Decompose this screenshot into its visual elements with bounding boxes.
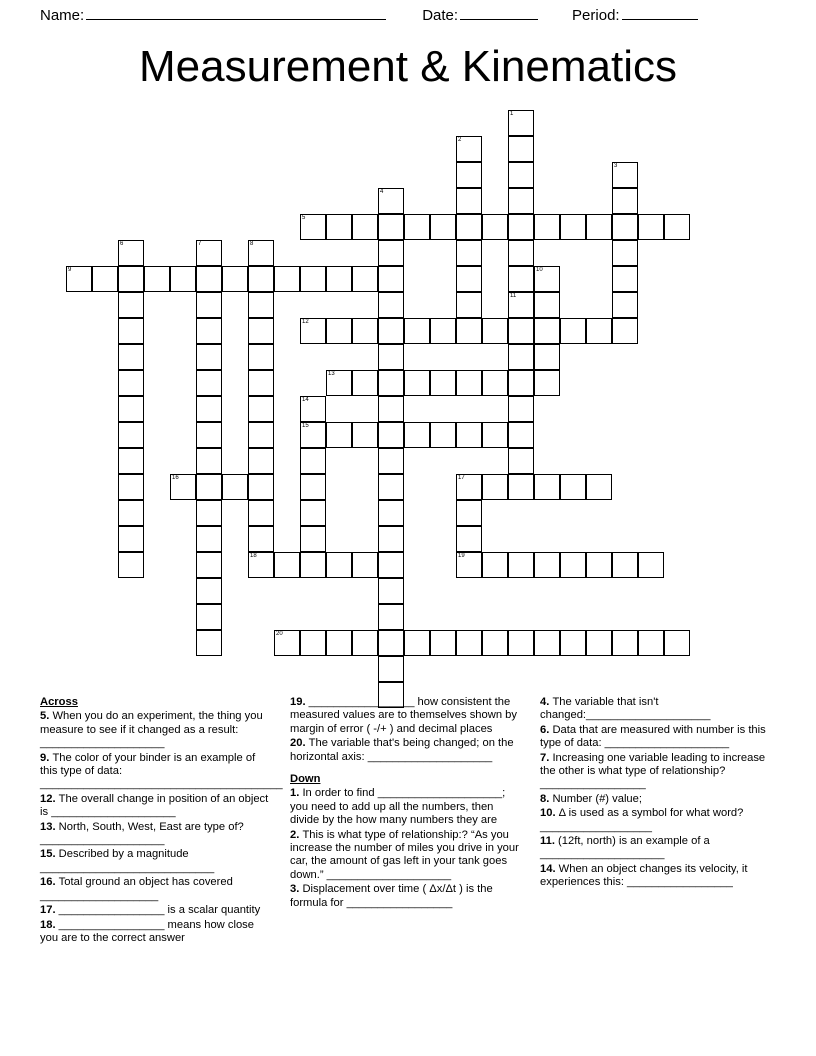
crossword-cell[interactable] [378,604,404,630]
crossword-cell[interactable] [430,370,456,396]
date-field [422,6,538,24]
crossword-cell[interactable] [612,266,638,292]
cell-number: 11 [510,293,517,299]
crossword-cell[interactable] [274,266,300,292]
clues-section [40,696,776,946]
clue-text: Number (#) value; [552,792,642,805]
crossword-cell[interactable] [456,318,482,344]
crossword-cell[interactable] [222,266,248,292]
clue-number: 7. [540,751,553,764]
crossword-cell[interactable] [326,214,352,240]
crossword-cell[interactable] [508,318,534,344]
crossword-cell[interactable] [508,292,534,318]
crossword-cell[interactable] [326,318,352,344]
crossword-cell[interactable] [456,136,482,162]
clue-number: 2. [290,828,303,841]
crossword-cell[interactable] [612,162,638,188]
crossword-cell[interactable] [300,422,326,448]
clue-item [290,737,522,764]
crossword-cell[interactable] [118,422,144,448]
crossword-cell[interactable] [196,474,222,500]
crossword-cell[interactable] [170,266,196,292]
crossword-cell[interactable] [404,214,430,240]
crossword-cell[interactable] [560,552,586,578]
crossword-cell[interactable] [144,266,170,292]
clue-text: Δ is used as a symbol for what word? __________________ [540,807,744,833]
clue-item [40,919,272,946]
crossword-cell[interactable] [482,422,508,448]
crossword-cell[interactable] [300,500,326,526]
crossword-cell[interactable] [508,396,534,422]
clue-number: 17. [40,904,59,917]
crossword-cell[interactable] [560,630,586,656]
crossword-cell[interactable] [196,630,222,656]
crossword-cell[interactable] [508,422,534,448]
clue-text: The overall change in position of an object is ____________________ [40,792,269,819]
date-label: Date: [422,7,459,24]
cell-number: 9 [68,267,72,273]
crossword-cell[interactable] [248,370,274,396]
crossword-cell[interactable] [404,370,430,396]
crossword-cell[interactable] [586,630,612,656]
crossword-cell[interactable] [612,214,638,240]
crossword-cell[interactable] [118,396,144,422]
crossword-cell[interactable] [196,396,222,422]
clue-text: When you do an experiment, the thing you measure to see if it changed as a result: ____________________ [40,710,263,750]
clue-number: 15. [40,848,59,861]
crossword-cell[interactable] [196,422,222,448]
cell-number: 5 [302,215,306,221]
crossword-cell[interactable] [560,214,586,240]
crossword-cell[interactable] [248,474,274,500]
crossword-cell[interactable] [196,344,222,370]
crossword-cell[interactable] [508,240,534,266]
clue-text: When an object changes its velocity, it experiences this: _________________ [540,862,748,889]
crossword-cell[interactable] [456,370,482,396]
crossword-cell[interactable] [638,552,664,578]
clue-number: 5. [40,710,53,723]
clue-number: 20. [290,737,309,750]
crossword-cell[interactable] [118,240,144,266]
crossword-cell[interactable] [378,344,404,370]
crossword-cell[interactable] [118,474,144,500]
name-field [40,6,386,24]
cell-number: 4 [380,189,384,195]
clue-number: 12. [40,792,59,805]
crossword-cell[interactable] [378,214,404,240]
page-title: Measurement & Kinematics [139,42,677,91]
clue-item [540,724,772,751]
crossword-cell[interactable] [248,552,274,578]
clue-number: 8. [540,792,553,805]
crossword-cell[interactable] [456,214,482,240]
clue-text: Total ground an object has covered ___________________ [40,876,233,902]
crossword-cell[interactable] [378,500,404,526]
crossword-cell[interactable] [196,370,222,396]
crossword-cell[interactable] [508,370,534,396]
crossword-cell[interactable] [248,500,274,526]
clue-text: The variable that isn't changed:____________________ [540,696,711,722]
crossword-cell[interactable] [196,266,222,292]
crossword-cell[interactable] [456,266,482,292]
clue-item [40,751,283,792]
crossword-cell[interactable] [612,630,638,656]
crossword-cell[interactable] [508,344,534,370]
crossword-cell[interactable] [508,552,534,578]
clue-text: Displacement over time ( Δx/Δt ) is the formula for _________________ [290,883,493,909]
clue-number: 18. [40,918,59,931]
crossword-cell[interactable] [248,240,274,266]
crossword-cell[interactable] [170,474,196,500]
crossword-cell[interactable] [534,344,560,370]
crossword-cell[interactable] [66,266,92,292]
crossword-cell[interactable] [326,370,352,396]
crossword-cell[interactable] [118,344,144,370]
crossword-cell[interactable] [196,604,222,630]
crossword-cell[interactable] [352,214,378,240]
crossword-cell[interactable] [378,656,404,682]
period-label: Period: [572,7,620,24]
crossword-cell[interactable] [456,188,482,214]
crossword-cell[interactable] [482,474,508,500]
clues-column-1 [40,696,283,946]
clue-text: The variable that's being changed; on the horizontal axis: ____________________ [290,737,514,763]
cell-number: 10 [536,267,543,273]
cell-number: 8 [250,241,254,247]
clue-number: 1. [290,787,303,800]
crossword-cell[interactable] [300,474,326,500]
crossword-cell[interactable] [248,396,274,422]
crossword-cell[interactable] [508,630,534,656]
crossword-cell[interactable] [508,162,534,188]
crossword-cell[interactable] [118,448,144,474]
crossword-cell[interactable] [482,370,508,396]
cell-number: 6 [120,241,124,247]
cell-number: 20 [276,631,283,637]
crossword-cell[interactable] [456,552,482,578]
cell-number: 19 [458,553,465,559]
crossword-cell[interactable] [612,318,638,344]
crossword-cell[interactable] [118,500,144,526]
crossword-cell[interactable] [118,552,144,578]
clue-item [540,793,772,806]
clue-text: _________________ is a scalar quantity [58,904,261,917]
crossword-cell[interactable] [482,630,508,656]
crossword-cell[interactable] [118,370,144,396]
cell-number: 17 [458,475,465,481]
crossword-cell[interactable] [586,318,612,344]
crossword-cell[interactable] [534,630,560,656]
crossword-cell[interactable] [118,318,144,344]
crossword-cell[interactable] [664,214,690,240]
crossword-cell[interactable] [248,344,274,370]
crossword-cell[interactable] [196,448,222,474]
crossword-cell[interactable] [612,292,638,318]
crossword-cell[interactable] [430,630,456,656]
crossword-cell[interactable] [456,526,482,552]
crossword-cell[interactable] [638,630,664,656]
crossword-cell[interactable] [378,370,404,396]
crossword-cell[interactable] [196,526,222,552]
across-heading: Across [40,696,78,708]
crossword-cell[interactable] [378,474,404,500]
crossword-cell[interactable] [664,630,690,656]
crossword-cell[interactable] [430,422,456,448]
crossword-cell[interactable] [612,240,638,266]
clue-text: Described by a magnitude ____________________________ [40,848,215,874]
crossword-cell[interactable] [586,474,612,500]
clue-item [540,863,772,890]
crossword-cell[interactable] [352,422,378,448]
crossword-cell[interactable] [612,188,638,214]
clue-item [540,696,772,723]
clues-column-2 [290,696,522,946]
crossword-cell[interactable] [508,110,534,136]
across-clue-list-part1 [40,710,283,945]
crossword-cell[interactable] [326,266,352,292]
crossword-cell[interactable] [300,214,326,240]
crossword-cell[interactable] [300,448,326,474]
crossword-cell[interactable] [248,448,274,474]
cell-number: 7 [198,241,202,247]
clue-text: In order to find ____________________; you need to add up all the numbers, then divide by the how many numbers they are [290,787,506,827]
clue-number: 14. [540,862,559,875]
crossword-cell[interactable] [378,318,404,344]
crossword-cell[interactable] [378,266,404,292]
cell-number: 12 [302,319,309,325]
crossword-cell[interactable] [352,630,378,656]
crossword-cell[interactable] [248,266,274,292]
crossword-cell[interactable] [534,318,560,344]
date-input-line[interactable] [460,6,538,20]
down-clue-list-part2 [540,696,772,890]
crossword-cell[interactable] [508,188,534,214]
clue-number: 9. [40,751,53,764]
crossword-cell[interactable] [378,188,404,214]
across-clue-list-part2 [290,696,522,764]
crossword-cell[interactable] [482,552,508,578]
crossword-cell[interactable] [300,266,326,292]
crossword-cell[interactable] [326,422,352,448]
clue-number: 3. [290,883,303,896]
crossword-cell[interactable] [534,370,560,396]
crossword-cell[interactable] [248,318,274,344]
clue-item [540,835,772,862]
cell-number: 3 [614,163,618,169]
crossword-cell[interactable] [378,526,404,552]
crossword-cell[interactable] [508,474,534,500]
crossword-cell[interactable] [482,214,508,240]
clue-item [290,787,522,827]
crossword-cell[interactable] [274,630,300,656]
crossword-cell[interactable] [378,448,404,474]
cell-number: 15 [302,423,309,429]
crossword-cell[interactable] [456,292,482,318]
clue-number: 11. [540,835,559,848]
crossword-cell[interactable] [326,630,352,656]
header-fields [0,0,816,24]
clue-item [40,793,272,820]
crossword-cell[interactable] [534,214,560,240]
crossword-cell[interactable] [352,266,378,292]
clue-number: 6. [540,723,553,736]
crossword-cell[interactable] [404,318,430,344]
crossword-cell[interactable] [196,500,222,526]
clue-item [290,883,522,910]
down-heading: Down [290,773,321,786]
crossword-cell[interactable] [508,214,534,240]
clue-item [40,904,272,917]
clue-item [290,829,522,883]
crossword-cell[interactable] [118,526,144,552]
clues-column-3 [540,696,772,946]
clue-text: _________________ how consistent the measured values are to themselves shown by margin of error ( -/+ ) and decimal places [290,696,517,735]
crossword-cell[interactable] [222,474,248,500]
period-input-line[interactable] [622,6,698,20]
crossword-cell[interactable] [300,396,326,422]
clue-text: _________________ means how close you are to the correct answer [40,918,254,944]
crossword-cell[interactable] [248,526,274,552]
crossword-cell[interactable] [248,292,274,318]
crossword-cell[interactable] [378,422,404,448]
crossword-cell[interactable] [248,422,274,448]
clue-text: (12ft, north) is an example of a ____________________ [540,835,710,861]
crossword-cell[interactable] [300,552,326,578]
clue-item [540,752,772,792]
cell-number: 16 [172,475,179,481]
crossword-cell[interactable] [586,214,612,240]
crossword-cell[interactable] [456,422,482,448]
crossword-cell[interactable] [300,318,326,344]
clue-item [40,876,272,903]
crossword-cell[interactable] [612,552,638,578]
cell-number: 14 [302,397,309,403]
crossword-cell[interactable] [326,552,352,578]
crossword-grid[interactable] [40,110,776,670]
crossword-cell[interactable] [118,266,144,292]
clue-text: The color of your binder is an example of this type of data: _______________________________________ [40,751,283,791]
period-field [572,6,698,24]
clue-number: 16. [40,876,59,889]
crossword-cell[interactable] [378,292,404,318]
crossword-cell[interactable] [378,552,404,578]
crossword-cell[interactable] [482,318,508,344]
clue-text: This is what type of relationship:? “As you increase the number of miles you drive in your car, the amount of gas left in your tank goes down.” ____________________ [290,828,519,881]
clue-number: 4. [540,696,553,708]
crossword-cell[interactable] [534,266,560,292]
crossword-cell[interactable] [196,240,222,266]
down-clue-list-part1 [290,787,522,910]
crossword-cell[interactable] [378,240,404,266]
crossword-cell[interactable] [456,474,482,500]
name-label: Name: [40,7,85,24]
crossword-cell[interactable] [274,552,300,578]
crossword-cell[interactable] [508,136,534,162]
crossword-cell[interactable] [196,552,222,578]
crossword-cell[interactable] [196,578,222,604]
crossword-cell[interactable] [534,292,560,318]
cell-number: 1 [510,111,514,117]
crossword-cell[interactable] [352,318,378,344]
crossword-cell[interactable] [456,162,482,188]
crossword-cell[interactable] [378,630,404,656]
clue-number: 19. [290,696,309,708]
crossword-cell[interactable] [378,396,404,422]
crossword-cell[interactable] [404,630,430,656]
clue-text: Data that are measured with number is this type of data: ____________________ [540,723,766,750]
crossword-cell[interactable] [352,370,378,396]
clue-text: North, South, West, East are type of? ____________________ [40,820,244,847]
crossword-cell[interactable] [638,214,664,240]
crossword-cell[interactable] [118,292,144,318]
clue-item [290,696,522,736]
clue-number: 13. [40,820,59,833]
crossword-cell[interactable] [534,474,560,500]
crossword-cell[interactable] [586,552,612,578]
crossword-cell[interactable] [456,240,482,266]
crossword-cell[interactable] [534,552,560,578]
crossword-cell[interactable] [430,214,456,240]
crossword-cell[interactable] [352,552,378,578]
crossword-cell[interactable] [196,292,222,318]
crossword-cell[interactable] [456,500,482,526]
clue-item [40,710,272,750]
cell-number: 2 [458,137,462,143]
crossword-cell[interactable] [196,318,222,344]
crossword-cell[interactable] [430,318,456,344]
name-input-line[interactable] [86,6,386,20]
cell-number: 18 [250,553,257,559]
crossword-cell[interactable] [456,630,482,656]
crossword-cell[interactable] [300,526,326,552]
clue-number: 10. [540,807,559,820]
clue-item [40,848,272,875]
crossword-cell[interactable] [560,474,586,500]
cell-number: 13 [328,371,335,377]
clue-item [40,821,272,848]
clue-text: Increasing one variable leading to increase the other is what type of relationship? _________________ [540,751,766,791]
crossword-cell[interactable] [378,578,404,604]
crossword-cell[interactable] [508,448,534,474]
crossword-cell[interactable] [404,422,430,448]
clue-item [540,807,772,834]
crossword-cell[interactable] [300,630,326,656]
crossword-cell[interactable] [508,266,534,292]
crossword-cell[interactable] [560,318,586,344]
crossword-cell[interactable] [92,266,118,292]
